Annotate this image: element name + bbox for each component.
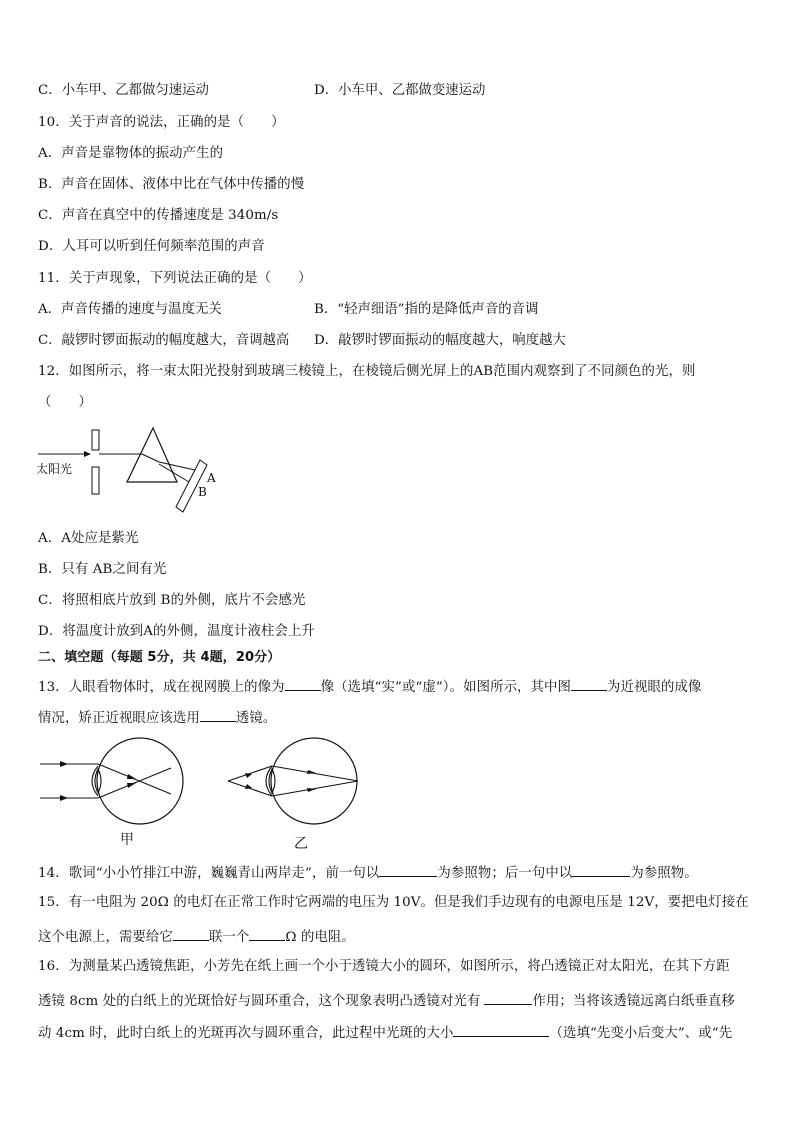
q10-option-d: D．人耳可以听到任何频率范围的声音 (38, 239, 265, 254)
q9-option-d: D．小车甲、乙都做变速运动 (314, 83, 486, 98)
label-sunlight: 太阳光 (36, 462, 73, 476)
q11-stem: 11．关于声现象，下列说法正确的是（ ） (38, 271, 312, 286)
arrow-icon (127, 783, 136, 788)
q9-option-c: C．小车甲、乙都做匀速运动 (38, 83, 209, 98)
q14-blank-2[interactable] (572, 862, 630, 877)
label-yi: 乙 (294, 836, 308, 852)
q16-line1: 16．为测量某凸透镜焦距，小芳先在纸上画一个小于透镜大小的圆环，如图所示，将凸透镜正对太阳光，在其下方距 (38, 959, 730, 974)
q14-text-2: 为参照物；后一句中以 (437, 866, 573, 881)
q15-blank-2[interactable] (249, 926, 285, 941)
q13-text-5: 透镜。 (235, 711, 277, 726)
ray-right-top-in (228, 766, 272, 781)
q14-text-3: 为参照物。 (630, 866, 698, 881)
arrow-icon (60, 795, 68, 801)
q16-line2 (38, 990, 735, 1011)
q15-text-2: 联一个 (208, 930, 250, 945)
q11-option-c: C．敲锣时锣面振动的幅度越大，音调越高 (38, 333, 290, 348)
arrow-icon (60, 761, 68, 767)
q16-text-3: 动 4cm 时，此时白纸上的光斑再次与圆环重合，此过程中光斑的大小 (38, 1026, 454, 1041)
q14-blank-1[interactable] (379, 862, 437, 877)
q12-stem-line1: 12．如图所示，将一束太阳光投射到玻璃三棱镜上，在棱镜后侧光屏上的AB范围内观察到了不同颜色的光，则 (38, 364, 696, 379)
q16-blank-2[interactable] (453, 1022, 549, 1037)
ray-inside-prism (142, 454, 159, 462)
q16-text-1: 透镜 8cm 处的白纸上的光斑恰好与圆环重合，这个现象表明凸透镜对光有 (38, 994, 481, 1009)
prism-figure (34, 422, 224, 518)
q15-line1: 15．有一电阻为 20Ω 的电灯在正常工作时它两端的电压为 10V。但是我们手边现有的电源电压是 12V，要把电灯接在 (38, 895, 749, 910)
eye-right (228, 738, 358, 852)
q13-blank-2[interactable] (571, 676, 607, 691)
q16-text-4: （选填“先变小后变大”、或“先 (549, 1026, 733, 1041)
q12-option-d: D．将温度计放到A的外侧，温度计液柱会上升 (38, 624, 315, 639)
q15-line2 (38, 926, 355, 947)
ray-right-bottom-in (228, 781, 272, 796)
q10-option-c: C．声音在真空中的传播速度是 340m/s (38, 208, 279, 223)
q12-option-c: C．将照相底片放到 B的外侧，底片不会感光 (38, 593, 306, 608)
prism-triangle (127, 428, 177, 482)
q12-stem-line2: （ ） (38, 395, 92, 410)
q11-option-a: A．声音传播的速度与温度无关 (38, 302, 222, 317)
section-title: 二、填空题（每题 5分，共 4题，20分） (38, 650, 281, 665)
q15-text-1: 这个电源上，需要给它 (38, 930, 173, 945)
q14-text-1: 14．歌词“小小竹排江中游，巍巍青山两岸走”，前一句以 (38, 866, 380, 881)
q10-option-a: A．声音是靠物体的振动产生的 (38, 146, 224, 161)
label-jia: 甲 (120, 832, 134, 848)
q16-text-2: 作用；当将该透镜远离白纸垂直移 (532, 994, 735, 1009)
q13-text-1: 13．人眼看物体时，成在视网膜上的像为 (38, 680, 285, 695)
ray-to-a (159, 462, 195, 470)
q10-stem: 10．关于声音的说法，正确的是（ ） (38, 115, 285, 130)
q13-text-2: 像（选填“实”或“虚”）。如图所示，其中图 (320, 680, 572, 695)
q10-option-b: B．声音在固体、液体中比在气体中传播的慢 (38, 177, 305, 192)
q15-text-3: Ω 的电阻。 (285, 930, 355, 945)
q11-option-d: D．敲锣时锣面振动的幅度越大，响度越大 (314, 333, 566, 348)
q15-blank-1[interactable] (173, 926, 209, 941)
arrow-icon (127, 774, 136, 779)
label-a: A (207, 471, 216, 485)
q16-line3 (38, 1022, 732, 1043)
eyeball-right (271, 738, 357, 824)
arrow-head-icon (84, 451, 91, 457)
ray-right-top-out (272, 766, 358, 781)
q13-line1 (38, 676, 701, 697)
eye-left (40, 738, 183, 848)
label-b: B (198, 485, 207, 499)
q13-blank-1[interactable] (285, 676, 321, 691)
slit-lower (92, 467, 99, 494)
q12-option-b: B．只有 AB之间有光 (38, 562, 167, 577)
q12-option-a: A．A处应是紫光 (38, 531, 139, 546)
q14-line (38, 862, 698, 883)
ray-right-bottom-out (272, 781, 358, 796)
slit-upper (92, 430, 99, 450)
q13-line2 (38, 707, 276, 728)
q13-blank-3[interactable] (200, 707, 236, 722)
q16-blank-1[interactable] (484, 990, 532, 1005)
ray-to-b (159, 464, 189, 482)
q13-text-4: 情况，矫正近视眼应该选用 (38, 711, 200, 726)
q13-text-3: 为近视眼的成像 (607, 680, 702, 695)
eye-figure (36, 732, 376, 854)
q11-option-b: B．“轻声细语”指的是降低声音的音调 (314, 302, 539, 317)
